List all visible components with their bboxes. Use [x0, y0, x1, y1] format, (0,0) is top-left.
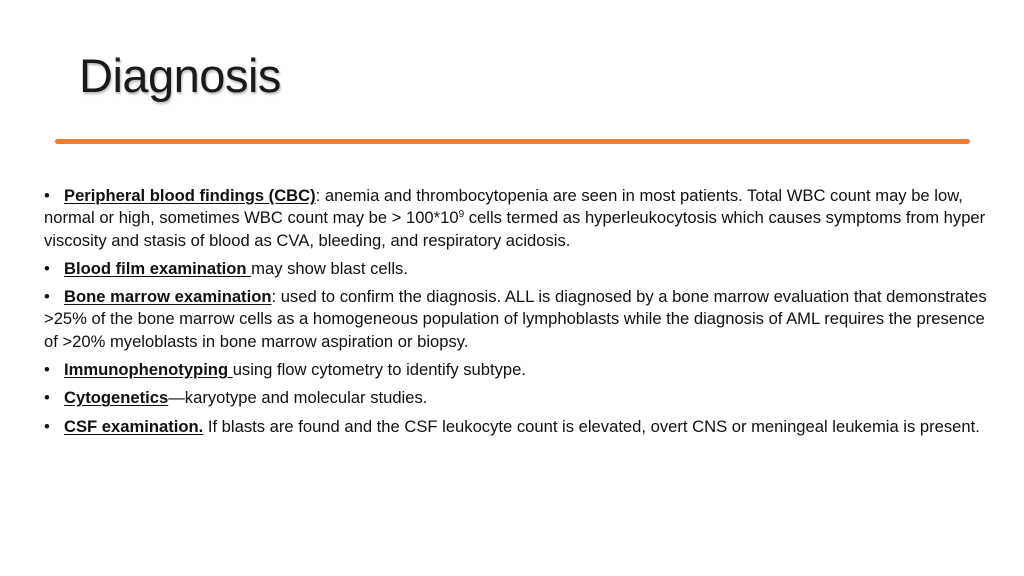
term-csf: CSF examination.: [64, 416, 204, 436]
term-immunophenotyping: Immunophenotyping: [64, 360, 233, 380]
list-item-cytogenetics: [44, 387, 990, 409]
bullet-icon: •: [44, 258, 50, 278]
term-cbc: Peripheral blood findings (CBC): [64, 186, 316, 205]
list-item-immunophenotyping: [44, 359, 990, 381]
bullet-icon: •: [44, 360, 50, 380]
text-blood-film: may show blast cells.: [251, 258, 408, 278]
text-immunophenotyping: using flow cytometry to identify subtype.: [232, 360, 526, 380]
bullet-icon: •: [44, 388, 50, 408]
list-item-blood-film: [44, 258, 990, 280]
list-item-bone-marrow: [44, 286, 990, 353]
text-cbc-part1: : anemia and thrombocytopenia are seen in most patients. Total WBC count may be low, normal or high, sometimes WBC count may be > 100*10: [44, 186, 963, 228]
term-bone-marrow: Bone marrow examination: [64, 287, 272, 307]
list-item-csf: [44, 416, 990, 438]
bullet-icon: •: [44, 416, 50, 436]
text-csf: If blasts are found and the CSF leukocyte count is elevated, overt CNS or meningeal leukemia is present.: [203, 416, 980, 436]
bullet-list: [44, 185, 990, 444]
slide-title: Diagnosis: [79, 49, 281, 102]
text-cytogenetics: —karyotype and molecular studies.: [168, 388, 428, 408]
list-item-cbc: [44, 185, 990, 252]
text-bone-marrow: : used to confirm the diagnosis. ALL is diagnosed by a bone marrow evaluation that demonstrates >25% of the bone marrow cells as a homogeneous population of lymphoblasts while the diagnosis of AML requires the presence of >20% myeloblasts in bone marrow aspiration or biopsy.: [44, 287, 987, 351]
text-cbc-part2: cells termed as hyperleukocytosis which causes symptoms from hyper viscosity and stasis of blood as CVA, bleeding, and respiratory acidosis.: [44, 208, 986, 250]
term-blood-film: Blood film examination: [64, 258, 252, 278]
bullet-icon: •: [44, 287, 50, 307]
term-cytogenetics: Cytogenetics: [64, 388, 169, 408]
title-underline-rule: [55, 139, 970, 144]
superscript-exponent: 9: [458, 209, 465, 221]
bullet-icon: •: [44, 186, 50, 205]
